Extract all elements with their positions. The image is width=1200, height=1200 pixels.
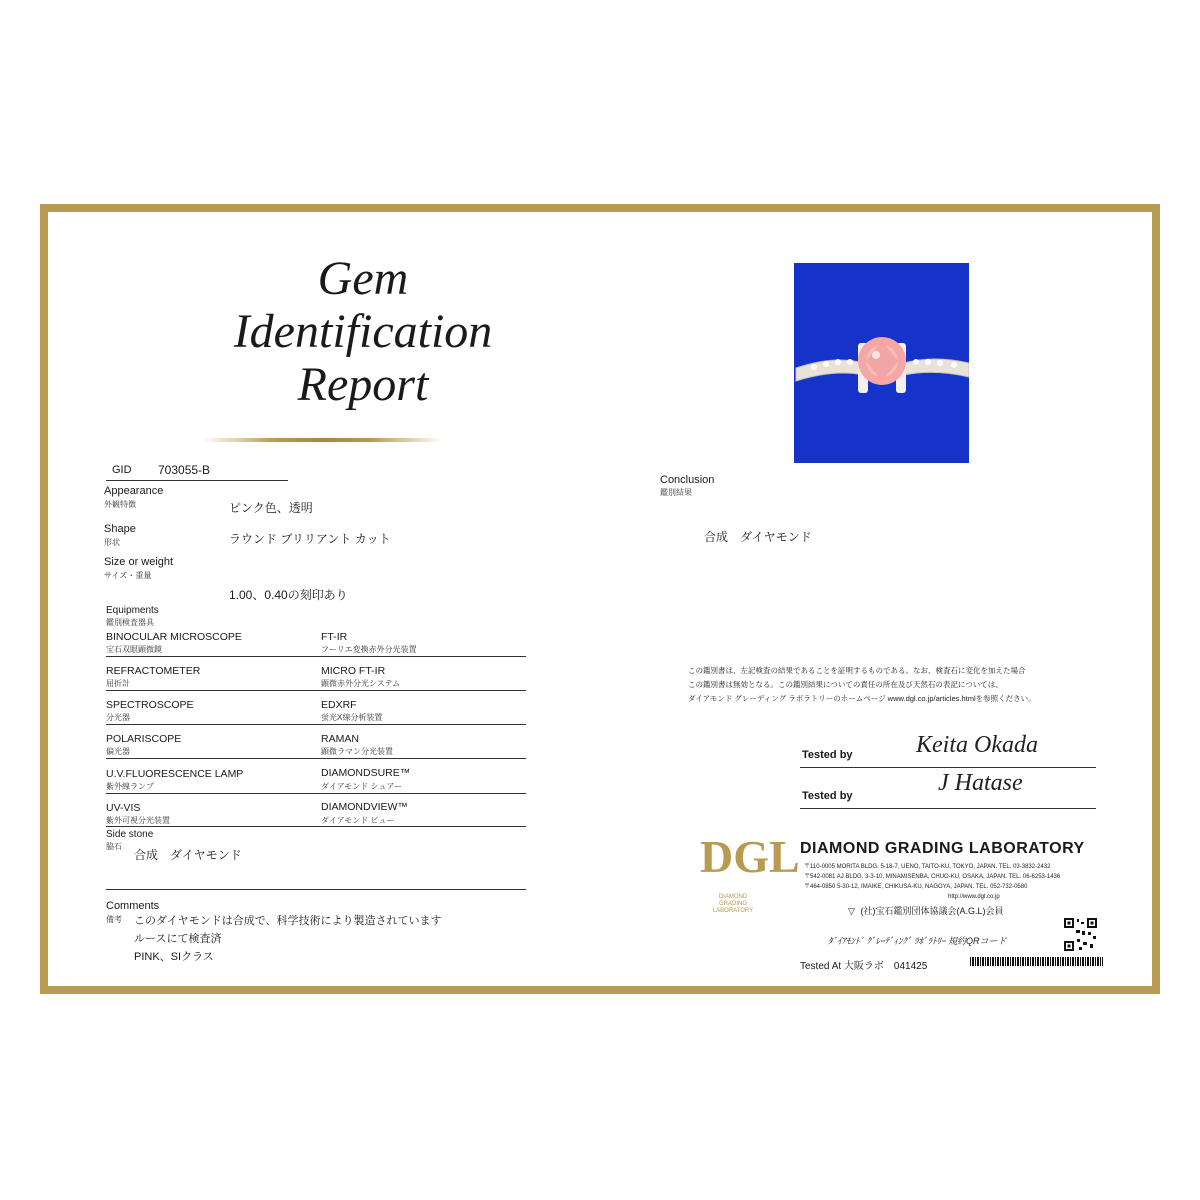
equipment-left-jp: 紫外線ランプ	[106, 782, 154, 791]
equipment-left-jp: 分光器	[106, 713, 130, 722]
equipment-right-en: DIAMONDSURE™	[321, 767, 411, 779]
conclusion-value: 合成 ダイヤモンド	[704, 530, 812, 544]
title-line2: Identification	[233, 305, 493, 358]
member-line	[848, 904, 1004, 917]
equipment-divider	[106, 656, 526, 657]
qr-label: ﾀﾞｲｱﾓﾝﾄﾞ ｸﾞﾚｰﾃﾞｨﾝｸﾞ ﾗﾎﾞﾗﾄﾘｰ 規約QRコード	[828, 936, 1007, 946]
appearance-label: Appearance	[104, 485, 164, 497]
ring-photo	[794, 263, 969, 463]
lab-address-nagoya: 〒464-0850 5-30-12, IMAIKE, CHIKUSA-KU, NAGOYA, JAPAN. TEL. 052-732-0580	[804, 884, 1028, 890]
equipment-left-en: UV-VIS	[106, 802, 141, 814]
equipment-right-en: FT-IR	[321, 631, 348, 643]
equipment-right-en: MICRO FT-IR	[321, 665, 386, 677]
lab-name: DIAMOND GRADING LABORATORY	[800, 840, 1085, 857]
signature-okada: Keita Okada	[916, 732, 1038, 758]
lab-address-osaka: 〒542-0081 AJ BLDG. 3-3-10, MINAMISENBA, CHUO-KU, OSAKA, JAPAN. TEL. 06-6253-1436	[804, 874, 1061, 880]
title-line3: Report	[297, 358, 429, 411]
equipment-right-en: RAMAN	[321, 733, 359, 745]
shape-label: Shape	[104, 523, 136, 535]
qr-code-icon	[1063, 917, 1098, 952]
title-line1: Gem	[317, 252, 409, 305]
gid-divider	[106, 480, 288, 481]
equipment-left-jp: 宝石双眼顕微鏡	[106, 645, 162, 654]
dgl-caption-line: DIAMOND	[718, 894, 748, 900]
equipment-left-en: REFRACTOMETER	[106, 665, 201, 677]
equipment-right-jp: 顕微ラマン分光装置	[321, 747, 393, 756]
gid-value: 703055-B	[158, 463, 211, 477]
gid-label: GID	[112, 464, 132, 476]
equipment-left-en: POLARISCOPE	[106, 733, 182, 745]
dgl-caption-line: LABORATORY	[712, 908, 754, 914]
equipment-divider	[106, 690, 526, 691]
certificate-paper	[48, 212, 1152, 986]
equipment-right-jp: フーリエ変換赤外分光装置	[321, 645, 417, 654]
diamond-icon: ▽	[848, 906, 855, 916]
equipment-divider	[106, 758, 526, 759]
disclaimer-line3: ダイアモンド グレーディング ラボラトリーのホームページ www.dgl.co.jp/articles.htmlを参照ください。	[688, 694, 1036, 703]
size-label: Size or weight	[104, 556, 174, 568]
equipment-right-jp: 蛍光X線分析装置	[321, 713, 383, 722]
equipments-label: Equipments	[106, 605, 159, 616]
signature-hatase: J Hatase	[938, 770, 1023, 796]
tested-by-label: Tested by	[802, 749, 853, 761]
title-underline	[203, 438, 443, 442]
equipment-left-jp: 屈折計	[106, 679, 130, 688]
lab-url: http://www.dgl.co.jp	[948, 894, 1000, 900]
comments-label: Comments	[106, 900, 160, 912]
appearance-value: ピンク色、透明	[229, 501, 313, 515]
side-stone-jp-label: 脇石	[106, 842, 122, 851]
equipment-divider	[106, 793, 526, 794]
lab-address-tokyo: 〒110-0005 MORITA BLDG. 5-18-7, UENO, TAITO-KU, TOKYO, JAPAN. TEL. 03-3832-2432	[804, 864, 1051, 870]
equipment-left-jp: 偏光器	[106, 747, 130, 756]
equipment-right-jp: ダイアモンド シュアー	[321, 782, 403, 791]
equipment-left-jp: 紫外可視分光装置	[106, 816, 170, 825]
ring-image-icon	[794, 263, 969, 463]
equipment-divider	[106, 724, 526, 725]
equipment-right-jp: ダイアモンド ビュー	[321, 816, 395, 825]
comments-line2: ルースにて検査済	[134, 933, 222, 945]
equipment-right-jp: 顕微赤外分光システム	[321, 679, 401, 688]
tested-by-divider	[800, 808, 1096, 809]
equipments-jp-label: 鑑別検査器具	[106, 618, 154, 627]
member-text: (社)宝石鑑別団体協議会(A.G.L)会員	[860, 906, 1004, 916]
disclaimer-line2: この鑑別書は無効となる。この鑑別結果についての責任の所在及び天然石の表記については、	[688, 680, 1003, 689]
shape-jp-label: 形状	[104, 538, 120, 547]
dgl-logo-caption	[693, 894, 773, 915]
comments-line3: PINK、SIクラス	[134, 951, 214, 963]
side-stone-divider	[106, 889, 526, 890]
barcode-icon	[970, 957, 1103, 966]
side-stone-label: Side stone	[106, 829, 154, 840]
side-stone-value: 合成 ダイヤモンド	[134, 848, 242, 862]
dgl-caption-line: GRADING	[718, 901, 747, 907]
comments-line1: このダイヤモンドは合成で、科学技術により製造されています	[134, 915, 442, 927]
shape-value: ラウンド ブリリアント カット	[229, 532, 391, 546]
comments-jp-label: 備考	[106, 915, 122, 924]
dgl-logo: DGL	[700, 831, 800, 882]
tested-by-label: Tested by	[802, 790, 853, 802]
disclaimer-line1: この鑑別書は、左記検査の結果であることを証明するものである。なお、検査石に変化を加えた場合	[688, 666, 1026, 675]
conclusion-label: Conclusion	[660, 474, 715, 486]
appearance-jp-label: 外観特徴	[104, 500, 136, 509]
equipment-right-en: DIAMONDVIEW™	[321, 801, 408, 813]
equipment-left-en: SPECTROSCOPE	[106, 699, 194, 711]
tested-at: Tested At 大阪ラボ 041425	[800, 961, 928, 972]
equipment-divider	[106, 826, 526, 827]
size-value: 1.00、0.40の刻印あり	[229, 588, 348, 602]
equipment-left-en: BINOCULAR MICROSCOPE	[106, 631, 242, 643]
size-jp-label: サイズ・重量	[104, 571, 152, 580]
conclusion-jp-label: 鑑別結果	[660, 488, 692, 497]
equipment-right-en: EDXRF	[321, 699, 357, 711]
tested-by-divider	[800, 767, 1096, 768]
equipment-left-en: U.V.FLUORESCENCE LAMP	[106, 768, 244, 780]
certificate-border	[40, 204, 1160, 994]
